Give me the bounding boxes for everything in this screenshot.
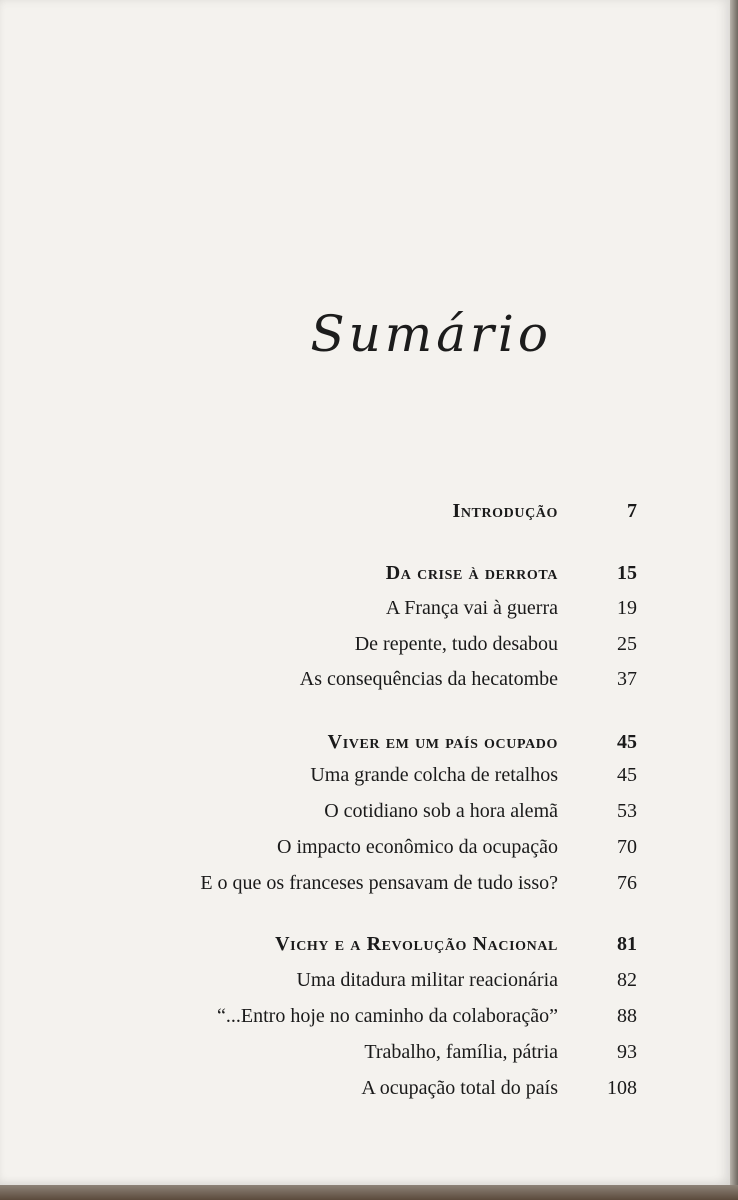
toc-entry (0, 1041, 738, 1077)
toc-entry-title: E o que os franceses pensavam de tudo isso? (200, 872, 558, 894)
toc-entry-section (0, 500, 738, 536)
toc-entry-page: 25 (617, 633, 637, 655)
toc-entry-page: 76 (617, 872, 637, 894)
toc-entry-title: Trabalho, família, pátria (364, 1041, 558, 1063)
toc-entry-title: Viver em um país ocupado (327, 731, 558, 753)
toc-entry-section (0, 731, 738, 767)
toc-entry-title: Da crise à derrota (385, 562, 558, 584)
toc-entry (0, 633, 738, 669)
toc-entry-title: As consequências da hecatombe (299, 668, 558, 690)
toc-entry-title: A ocupação total do país (361, 1077, 558, 1099)
toc-entry-title: O cotidiano sob a hora alemã (324, 800, 558, 822)
toc-entry-section (0, 562, 738, 598)
toc-entry-title: O impacto econômico da ocupação (277, 836, 558, 858)
toc-entry-title: De repente, tudo desabou (354, 633, 558, 655)
toc-entry-page: 88 (617, 1005, 637, 1027)
toc-entry (0, 764, 738, 800)
toc-entry-page: 45 (617, 731, 637, 753)
toc-entry-page: 81 (617, 933, 637, 955)
page-edge-bottom (0, 1185, 738, 1200)
toc-entry-page: 53 (617, 800, 637, 822)
toc-entry (0, 872, 738, 908)
toc-entry-title: Introdução (452, 500, 558, 522)
toc-entry-title: A França vai à guerra (385, 597, 558, 619)
toc-entry (0, 800, 738, 836)
page-edge-right (730, 0, 738, 1200)
toc-entry-page: 93 (617, 1041, 637, 1063)
toc-entry (0, 836, 738, 872)
toc-entry-title: “...Entro hoje no caminho da colaboração” (217, 1005, 558, 1027)
toc-entry-page: 82 (617, 969, 637, 991)
toc-entry-title: Uma ditadura militar reacionária (296, 969, 558, 991)
toc-entry-title: Vichy e a Revolução Nacional (275, 933, 558, 955)
toc-entry-page: 15 (617, 562, 637, 584)
toc-entry (0, 1077, 738, 1113)
toc-entry-page: 70 (617, 836, 637, 858)
toc-entry-page: 108 (607, 1077, 637, 1099)
toc-entry (0, 668, 738, 704)
toc-entry (0, 1005, 738, 1041)
toc-entry-section (0, 933, 738, 969)
toc-entry (0, 969, 738, 1005)
toc-entry-page: 37 (617, 668, 637, 690)
page-title: Sumário (310, 305, 552, 363)
toc-entry-page: 45 (617, 764, 637, 786)
toc-entry-title: Uma grande colcha de retalhos (310, 764, 558, 786)
toc-entry-page: 7 (627, 500, 637, 522)
toc-entry (0, 597, 738, 633)
toc-entry-page: 19 (617, 597, 637, 619)
